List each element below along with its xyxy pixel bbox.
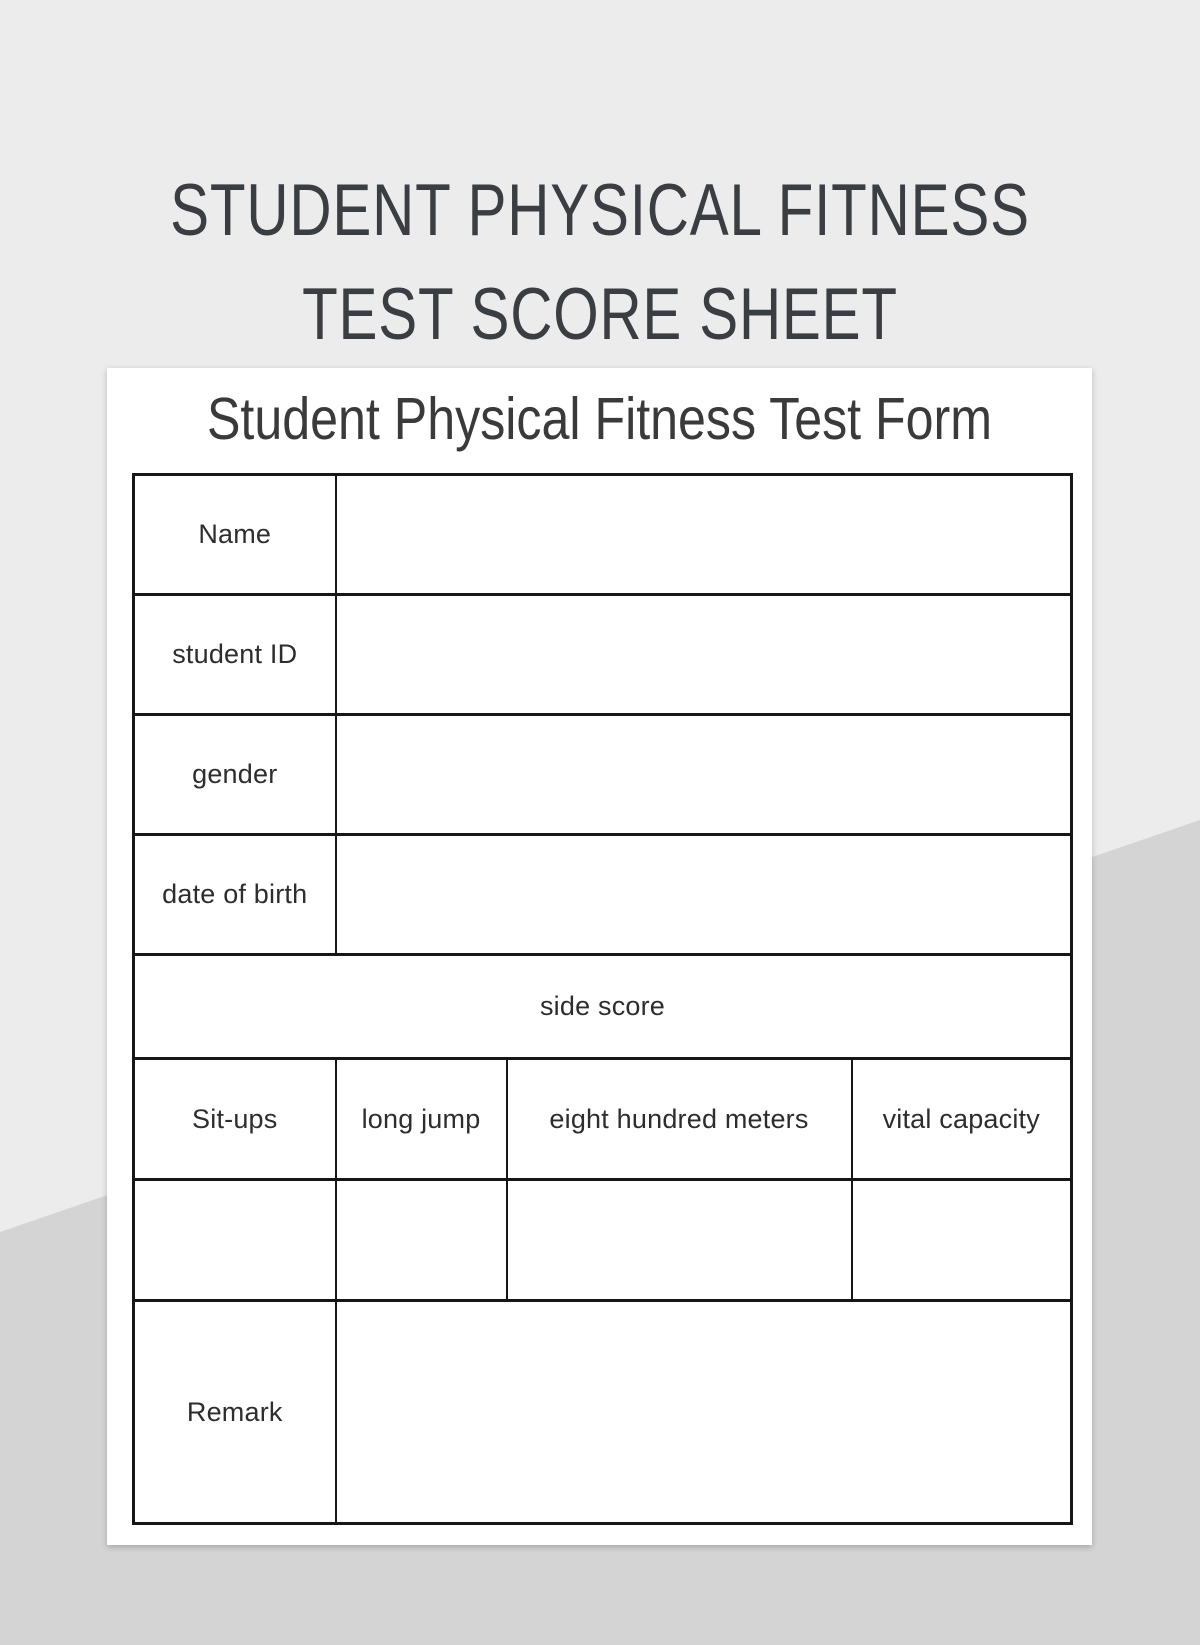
name-label: Name	[134, 475, 336, 595]
table-row	[134, 1059, 1072, 1180]
sit-ups-column-header: Sit-ups	[134, 1059, 336, 1180]
page-title-line-1: STUDENT PHYSICAL FITNESS	[170, 169, 1030, 251]
table-row	[134, 1180, 1072, 1301]
date-of-birth-label: date of birth	[134, 835, 336, 955]
table-row	[134, 715, 1072, 835]
name-input-cell[interactable]	[336, 475, 1072, 595]
table-row	[134, 835, 1072, 955]
remark-input-cell[interactable]	[336, 1301, 1072, 1524]
table-row	[134, 955, 1072, 1059]
date-of-birth-input-cell[interactable]	[336, 835, 1072, 955]
long-jump-column-header: long jump	[336, 1059, 507, 1180]
table-row	[134, 475, 1072, 595]
student-id-input-cell[interactable]	[336, 595, 1072, 715]
student-id-label: student ID	[134, 595, 336, 715]
table-row	[134, 595, 1072, 715]
eight-hundred-meters-score-cell[interactable]	[507, 1180, 852, 1301]
remark-label: Remark	[134, 1301, 336, 1524]
score-sheet-card	[107, 368, 1092, 1545]
vital-capacity-score-cell[interactable]	[852, 1180, 1072, 1301]
page-title	[0, 159, 1200, 367]
page-title-line-2: TEST SCORE SHEET	[302, 273, 898, 355]
side-score-section-header: side score	[134, 955, 1072, 1059]
form-title: Student Physical Fitness Test Form	[206, 386, 993, 452]
gender-label: gender	[134, 715, 336, 835]
eight-hundred-meters-column-header: eight hundred meters	[507, 1059, 852, 1180]
fitness-test-table	[132, 473, 1073, 1525]
sit-ups-score-cell[interactable]	[134, 1180, 336, 1301]
long-jump-score-cell[interactable]	[336, 1180, 507, 1301]
vital-capacity-column-header: vital capacity	[852, 1059, 1072, 1180]
gender-input-cell[interactable]	[336, 715, 1072, 835]
table-row	[134, 1301, 1072, 1524]
